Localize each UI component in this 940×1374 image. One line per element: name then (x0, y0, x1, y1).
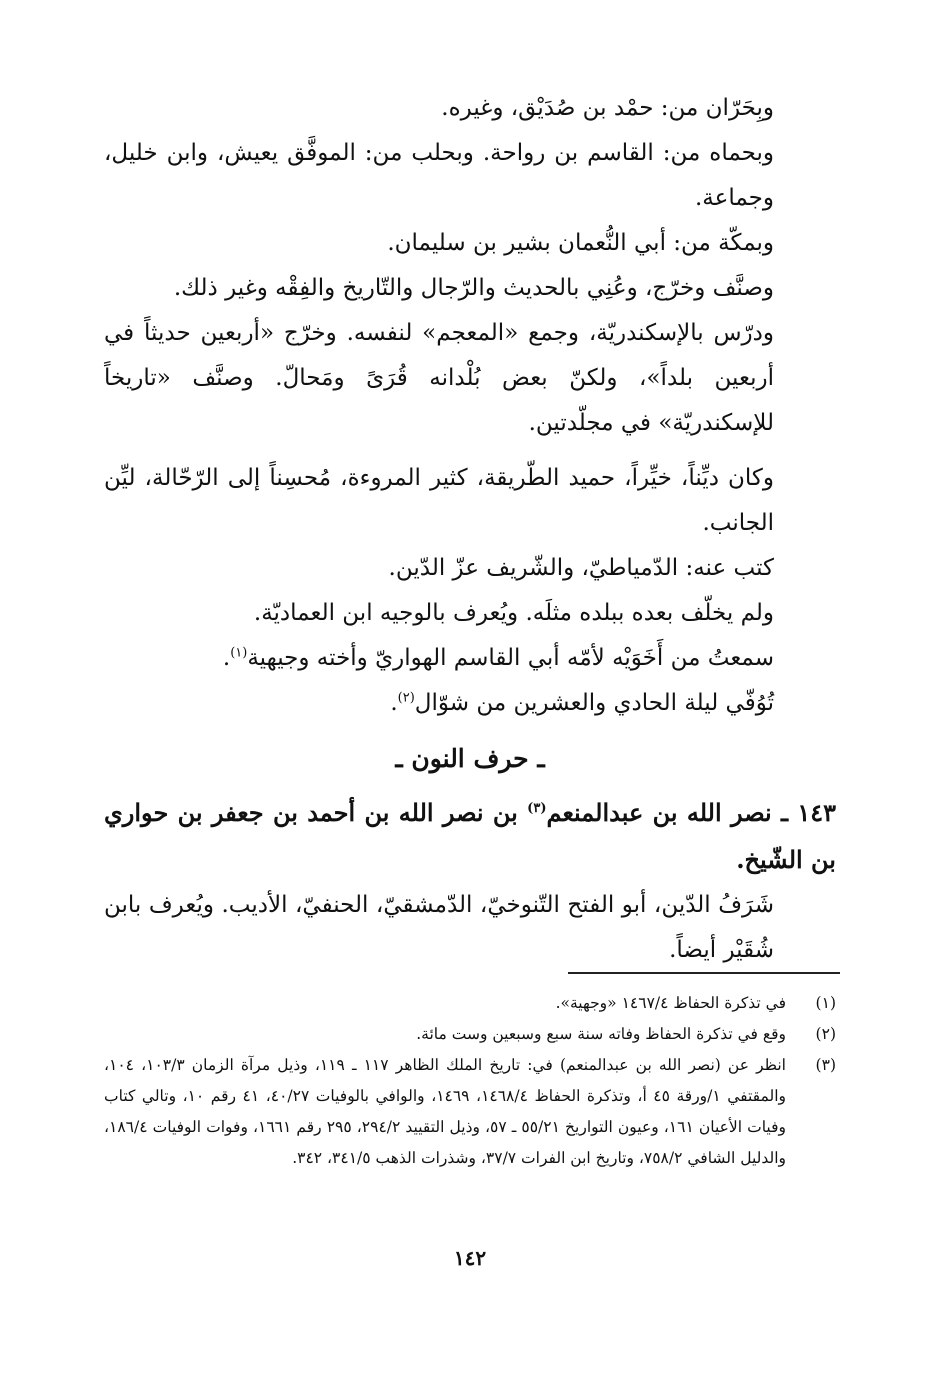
footnote (104, 1019, 836, 1050)
paragraph: وبحماه من: القاسم بن رواحة. وبحلب من: الموفَّق يعيش، وابن خليل، وجماعة. (104, 140, 774, 211)
footnote-text: في تذكرة الحفاظ ١٤٦٧/٤ «وجهية». (555, 994, 786, 1012)
section-heading: ـ حرف النون ـ (395, 744, 545, 773)
entry-name: ١٤٣ ـ نصر الله بن عبدالمنعم (546, 798, 837, 827)
footnote (104, 1050, 836, 1174)
footnote (104, 988, 836, 1019)
footnote-number: (١) (815, 994, 836, 1012)
main-text (104, 86, 836, 973)
footnote-text: انظر عن (نصر الله بن عبدالمنعم) في: تاريخ الملك الظاهر ١١٧ ـ ١١٩، وذيل مرآة الزمان ١٠٣/٣، ١٠٤، والمقتفي ١/ورقة ٤٥ أ، وتذكرة الحفاظ ١٤٦٨/٤، ١٤٦٩، والوافي بالوفيات ٤٠/٢٧، ٤١ رقم ١٠، وتالي كتاب وفيات الأعيان ١٦١، وعيون التواريخ ٥٥/٢١ ـ ٥٧، وذيل التقييد ٢٩٤/٢، ٢٩٥ رقم ١٦٦١، وفوات الوفيات ١٨٦/٤، والدليل الشافي ٧٥٨/٢، وتاريخ ابن الفرات ٣٧/٧، وشذرات الذهب ٣٤١/٥، ٣٤٢. (104, 1056, 787, 1167)
footnote-number: (٢) (815, 1025, 836, 1043)
entry-lineage: بن نصر الله بن أحمد بن جعفر بن حواري بن الشّيخ. (104, 798, 836, 874)
paragraph: وبمكّة من: أبي النُّعمان بشير بن سليمان. (387, 230, 774, 256)
paragraph: ولم يخلّف بعده ببلده مثلَه. ويُعرف بالوجيه ابن العماديّة. (253, 600, 774, 626)
footnote-number: (٣) (815, 1056, 836, 1074)
footnote-ref: (١) (230, 645, 248, 661)
paragraph: كتب عنه: الدّمياطيّ، والشّريف عزّ الدّين. (388, 555, 774, 581)
footnote-text: وقع في تذكرة الحفاظ وفاته سنة سبع وسبعين وست مائة. (416, 1025, 786, 1043)
paragraph: وصنَّف وخرّج، وعُنِي بالحديث والرّجال والتّاريخ والفِقْه وغير ذلك. (173, 275, 774, 301)
paragraph: وبِحَرّان من: حمْد بن صُدَيْق، وغيره. (441, 95, 774, 121)
paragraph: شَرَفُ الدّين، أبو الفتح التّنوخيّ، الدّمشقيّ، الحنفيّ، الأديب. ويُعرف بابن شُقَيْر أيضاً. (104, 892, 774, 963)
footnote-separator (568, 972, 840, 974)
paragraph-text: سمعتُ من أَخَوَيْه لأمّه أبي القاسم الهواريّ وأخته وجيهية (247, 645, 774, 671)
paragraph: وكان ديِّناً، خيِّراً، حميد الطّريقة، كثير المروءة، مُحسِناً إلى الرّحّالة، ليِّن الجانب. (104, 465, 774, 536)
footnote-ref: (٣) (527, 801, 547, 816)
footnotes (104, 988, 836, 1174)
entry-title (104, 789, 836, 883)
footnote-ref: (٢) (397, 690, 415, 706)
paragraph: تُوُفّي ليلة الحادي والعشرين من شوّال$^{(٢)}$. (390, 690, 774, 716)
paragraph: ودرّس بالإسكندريّة، وجمع «المعجم» لنفسه. وخرّج «أربعين حديثاً في أربعين بلداً»، ولكنّ بعض بُلْدانه قُرَىً ومَحالّ. وصنَّف «تاريخاً للإسكندريّة» في مجلّدتين. (104, 320, 774, 436)
page-number: ١٤٢ (453, 1246, 487, 1270)
paragraph: سمعتُ من أَخَوَيْه لأمّه أبي القاسم الهواريّ وأخته وجيهية$^{(١)}$. (222, 645, 774, 671)
paragraph-text: تُوُفّي ليلة الحادي والعشرين من شوّال (414, 690, 774, 716)
